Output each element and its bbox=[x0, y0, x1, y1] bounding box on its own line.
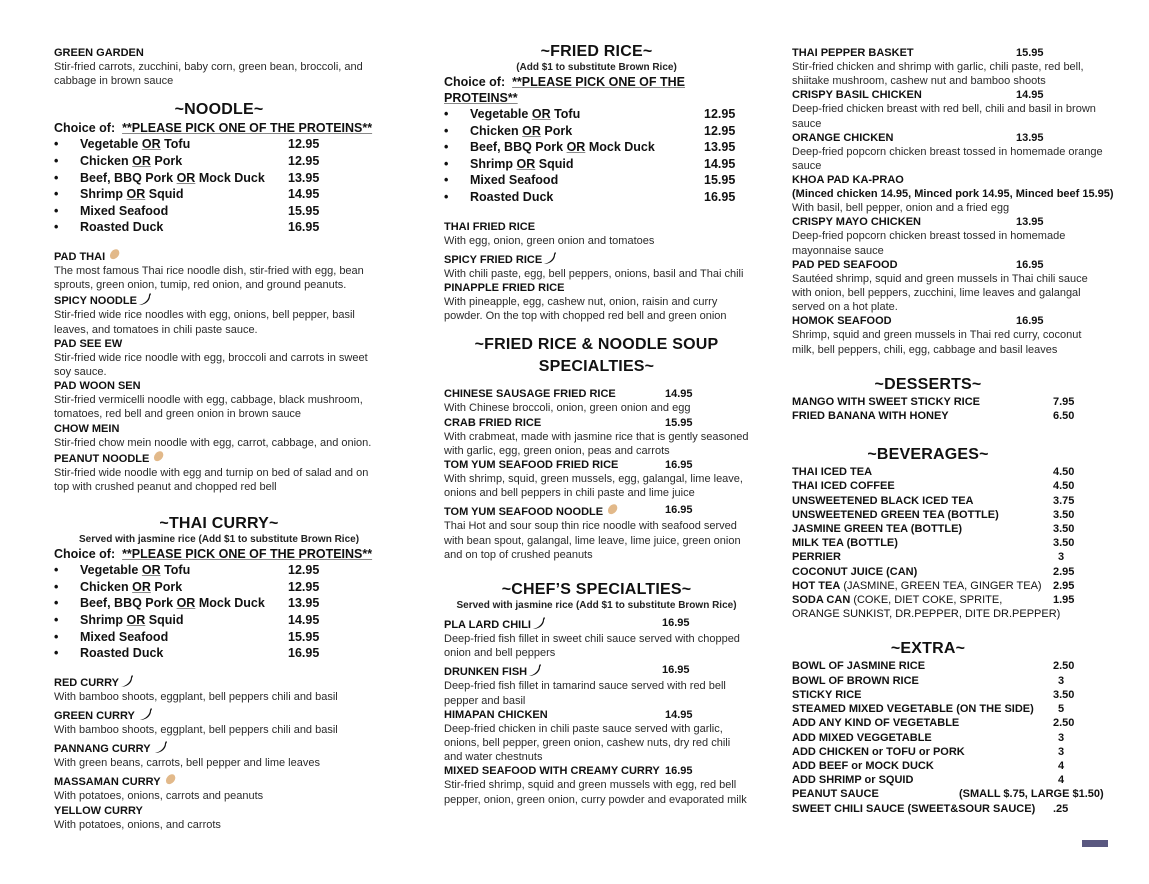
beverage-row: MILK TEA (BOTTLE) 3.50 bbox=[792, 537, 1075, 550]
price: 13.95 bbox=[288, 170, 320, 185]
extra-row: STICKY RICE 3.50 bbox=[792, 688, 1075, 701]
menu-item: PLA LARD CHILI 16.95 Deep-fried fish fillet in sweet chili sauce served with chopped onion and bell peppers bbox=[444, 617, 740, 660]
protein-option: • Roasted Duck 16.95 bbox=[444, 189, 736, 204]
section-subtitle: (Add $1 to substitute Brown Rice) bbox=[516, 62, 677, 73]
menu-item: PEANUT NOODLE Stir-fried wide noodle with egg and turnip on bed of salad and on top with crushed peanut and chopped red bell bbox=[54, 450, 384, 494]
menu-item: PINAPPLE FRIED RICE With pineapple, egg, cashew nut, onion, raisin and curry powder. On the top with chopped red bell and green onion bbox=[444, 281, 727, 323]
peanut-icon bbox=[151, 450, 165, 464]
section-title-soup: ~FRIED RICE & NOODLE SOUP SPECIALTIES~ bbox=[474, 336, 719, 376]
menu-item: HOMOK SEAFOOD 16.95 Shrimp, squid and green mussels in Thai red curry, coconut milk, bell peppers, chili, egg, cabbage and basil leaves bbox=[792, 315, 1082, 356]
price: 16.95 bbox=[665, 504, 693, 517]
price: 14.95 bbox=[665, 708, 693, 721]
protein-list-curry bbox=[54, 562, 384, 662]
protein-list-fried-rice bbox=[444, 106, 749, 206]
menu-item: CHOW MEIN Stir-fried chow mein noodle with egg, carrot, cabbage, and onion. bbox=[54, 422, 372, 449]
price: 15.95 bbox=[665, 416, 693, 429]
menu-item: TOM YUM SEAFOOD NOODLE 16.95 Thai Hot and sour soup thin rice noodle with seafood served with bean spout, galangal, lime leave, lime juice, green onion and on top of crushed peanuts bbox=[444, 504, 741, 561]
peanut-icon bbox=[605, 503, 619, 517]
menu-column-1 bbox=[54, 46, 384, 832]
protein-option: • Vegetable OR Tofu 12.95 bbox=[444, 107, 736, 121]
menu-item: CRISPY MAYO CHICKEN 13.95 Deep-fried popcorn chicken breast tossed in homemade mayonnaise sauce bbox=[792, 216, 1066, 257]
menu-item: SPICY FRIED RICE With chili paste, egg, bell peppers, onions, basil and Thai chili bbox=[444, 251, 749, 281]
price: 12.95 bbox=[288, 137, 320, 152]
menu-item: GREEN CURRY With bamboo shoots, eggplant, bell peppers chili and basil bbox=[54, 707, 384, 737]
price: 16.95 bbox=[288, 220, 320, 235]
menu-item: CRISPY BASIL CHICKEN 14.95 Deep-fried chicken breast with red bell, chili and basil in brown sauce bbox=[792, 89, 1096, 130]
peanut-icon bbox=[163, 773, 177, 787]
menu-item: MIXED SEAFOOD WITH CREAMY CURRY 16.95 Stir-fried shrimp, squid and green mussels with egg, red bell pepper, onion, green onion, curry powder and evaporated milk bbox=[444, 765, 747, 806]
beverage-row: THAI ICED TEA 4.50 bbox=[792, 466, 1075, 479]
choice-line: Choice of: **PLEASE PICK ONE OF THE PROTEINS** bbox=[54, 547, 373, 562]
beverage-row: UNSWEETENED GREEN TEA (BOTTLE) 3.50 bbox=[792, 508, 1075, 521]
protein-option: • Beef, BBQ Pork OR Mock Duck 13.95 bbox=[444, 140, 736, 155]
protein-option: • Roasted Duck 16.95 bbox=[54, 220, 320, 235]
beverage-row: JASMINE GREEN TEA (BOTTLE) 3.50 bbox=[792, 523, 1075, 536]
peanut-icon bbox=[107, 248, 121, 262]
menu-item: SPICY NOODLE Stir-fried wide rice noodles with egg, onions, bell pepper, basil leaves, and tomatoes in chili paste sauce. bbox=[54, 292, 384, 336]
menu-item: ORANGE CHICKEN 13.95 Deep-fried popcorn chicken breast tossed in homemade orange sauce bbox=[792, 131, 1103, 173]
menu-item: TOM YUM SEAFOOD FRIED RICE 16.95 With shrimp, squid, green mussels, egg, galangal, lime leave, onions and bell peppers in chili paste and lime juice bbox=[444, 458, 743, 500]
menu-item: THAI FRIED RICE With egg, onion, green onion and tomatoes bbox=[444, 220, 655, 247]
section-title-desserts: ~DESSERTS~ bbox=[874, 375, 982, 393]
section-title-noodle: ~NOODLE~ bbox=[174, 101, 264, 119]
chili-icon bbox=[138, 292, 152, 306]
choice-line bbox=[54, 120, 384, 136]
menu-column-3 bbox=[792, 46, 1114, 816]
menu-item: KHOA PAD KA-PRAO (Minced chicken 14.95, Minced pork 14.95, Minced beef 15.95) With basil, bell pepper, onion and a fried egg bbox=[792, 174, 1114, 215]
price: 15.95 bbox=[288, 203, 320, 218]
chili-icon bbox=[154, 740, 168, 754]
chili-icon bbox=[120, 674, 134, 688]
chili-icon bbox=[139, 707, 153, 721]
price: 16.95 bbox=[665, 765, 693, 778]
price: 16.95 bbox=[665, 458, 693, 471]
item-name: GREEN GARDEN bbox=[54, 47, 144, 59]
beverage-row: UNSWEETENED BLACK ICED TEA 3.75 bbox=[792, 494, 1075, 507]
dessert-row: MANGO WITH SWEET STICKY RICE 7.95 bbox=[792, 395, 1075, 408]
protein-option: • Mixed Seafood 15.95 bbox=[444, 173, 736, 188]
section-title-extra: ~EXTRA~ bbox=[890, 640, 966, 658]
chili-icon bbox=[543, 251, 557, 265]
protein-option: • Beef, BBQ Pork OR Mock Duck 13.95 bbox=[54, 170, 320, 185]
dessert-row: FRIED BANANA WITH HONEY 6.50 bbox=[792, 410, 1075, 423]
menu-item: PAD SEE EW Stir-fried wide rice noodle with egg, broccoli and carrots in sweet soy sauce. bbox=[54, 337, 368, 378]
beverage-row: PERRIER 3 bbox=[792, 551, 1065, 564]
price: 16.95 bbox=[662, 617, 690, 629]
chili-icon bbox=[528, 663, 542, 677]
protein-option: • Shrimp OR Squid 14.95 bbox=[54, 187, 320, 202]
protein-option: • Chicken OR Pork 12.95 bbox=[54, 579, 320, 594]
section-title-beverages: ~BEVERAGES~ bbox=[867, 446, 989, 464]
menu-item: YELLOW CURRY With potatoes, onions, and carrots bbox=[54, 804, 221, 831]
extra-row: ADD MIXED VEGGETABLE 3 bbox=[792, 731, 1065, 744]
extra-row: ADD BEEF or MOCK DUCK 4 bbox=[792, 759, 1065, 772]
protein-option: • Chicken OR Pork 12.95 bbox=[444, 123, 736, 138]
choice-line: Choice of: **PLEASE PICK ONE OF THE PROTEINS** bbox=[444, 75, 686, 105]
menu-item: DRUNKEN FISH 16.95 Deep-fried fish fillet in tamarind sauce served with red bell pepper and basil bbox=[444, 664, 726, 707]
protein-option: • Chicken OR Pork 12.95 bbox=[54, 154, 320, 168]
page-marker bbox=[1082, 840, 1108, 847]
section-title-curry: ~THAI CURRY~ bbox=[159, 515, 279, 533]
menu-item: CRAB FRIED RICE 15.95 With crabmeat, made with jasmine rice that is gently seasoned with garlic, egg, green onion, peas and carrots bbox=[444, 416, 749, 457]
protein-option: • Beef, BBQ Pork OR Mock Duck 13.95 bbox=[54, 596, 320, 611]
menu-item: CHINESE SAUSAGE FRIED RICE 14.95 With Chinese broccoli, onion, green onion and egg bbox=[444, 388, 693, 415]
menu-item: RED CURRY With bamboo shoots, eggplant, bell peppers chili and basil bbox=[54, 674, 384, 704]
protein-option: • Shrimp OR Squid 14.95 bbox=[444, 156, 736, 171]
beverage-row: SODA CAN (COKE, DIET COKE, SPRITE, 1.95 bbox=[792, 594, 1075, 607]
beverage-row: HOT TEA (JASMINE, GREEN TEA, GINGER TEA) 2.95 bbox=[792, 579, 1075, 592]
extra-row: ADD SHRIMP or SQUID 4 bbox=[792, 774, 1065, 787]
menu-item: HIMAPAN CHICKEN 14.95 Deep-fried chicken in chili paste sauce served with garlic, onions, bell pepper, green onion, cashew nuts, dry red chili and water chestnuts bbox=[444, 708, 731, 764]
item-desc: Stir-fried carrots, zucchini, baby corn, green bean, broccoli, and cabbage in brown sauce bbox=[54, 61, 363, 88]
chili-icon bbox=[532, 616, 546, 630]
menu-item: PANNANG CURRY With green beans, carrots, bell pepper and lime leaves bbox=[54, 740, 384, 770]
menu-item: MASSAMAN CURRY With potatoes, onions, carrots and peanuts bbox=[54, 773, 384, 803]
beverage-row: COCONUT JUICE (CAN) 2.95 bbox=[792, 565, 1075, 578]
extra-row: BOWL OF JASMINE RICE 2.50 bbox=[792, 660, 1075, 673]
extra-row: PEANUT SAUCE (SMALL $.75, LARGE $1.50) bbox=[792, 788, 1104, 801]
extra-row: SWEET CHILI SAUCE (SWEET&SOUR SAUCE) .25 bbox=[792, 802, 1069, 815]
protein-option: • Vegetable OR Tofu 12.95 bbox=[54, 563, 320, 578]
extra-row: ADD ANY KIND OF VEGETABLE 2.50 bbox=[792, 717, 1075, 730]
extra-row: STEAMED MIXED VEGETABLE (ON THE SIDE) 5 bbox=[792, 703, 1065, 716]
beverage-row: THAI ICED COFFEE 4.50 bbox=[792, 480, 1075, 493]
protein-option: • Shrimp OR Squid 14.95 bbox=[54, 612, 320, 627]
extra-row: BOWL OF BROWN RICE 3 bbox=[792, 674, 1065, 687]
menu-item: PAD PED SEAFOOD 16.95 Sautéed shrimp, squid and green mussels in Thai chili sauce with onion, bell peppers, zucchini, lime leaves and galangal served on a hot plate. bbox=[792, 258, 1088, 314]
price: 14.95 bbox=[665, 388, 693, 401]
menu-item: PAD THAI The most famous Thai rice noodle dish, stir-fried with egg, bean sprouts, green onion, tumip, red onion, and ground peanuts. bbox=[54, 248, 384, 292]
protein-option: • Mixed Seafood 15.95 bbox=[54, 203, 320, 218]
protein-option: • Roasted Duck 16.95 bbox=[54, 646, 320, 661]
choice-note: **PLEASE PICK ONE OF THE PROTEINS** bbox=[122, 121, 373, 136]
menu-item: PAD WOON SEN Stir-fried vermicelli noodle with egg, cabbage, black mushroom, tomatoes, red bell and green onion in brown sauce bbox=[54, 380, 363, 421]
protein-list-noodle bbox=[54, 136, 384, 236]
section-subtitle: Served with jasmine rice (Add $1 to substitute Brown Rice) bbox=[456, 600, 737, 611]
section-title-chef: ~CHEF’S SPECIALTIES~ bbox=[501, 581, 692, 598]
menu-item-green-garden bbox=[54, 46, 384, 88]
protein-option: • Vegetable OR Tofu 12.95 bbox=[54, 137, 320, 152]
section-subtitle: Served with jasmine rice (Add $1 to substitute Brown Rice) bbox=[78, 534, 360, 546]
item-note: (Minced chicken 14.95, Minced pork 14.95, Minced beef 15.95) bbox=[792, 188, 1114, 201]
price: 16.95 bbox=[662, 664, 690, 677]
section-title-fried-rice: ~FRIED RICE~ bbox=[540, 43, 653, 60]
price: 14.95 bbox=[288, 187, 320, 202]
choice-label: Choice of: bbox=[54, 121, 116, 136]
menu-item: THAI PEPPER BASKET 15.95 Stir-fried chicken and shrimp with garlic, chili paste, red bell, shiitake mushroom, cashew nut and bamboo shoots bbox=[792, 47, 1084, 88]
menu-column-2 bbox=[444, 42, 749, 807]
beverage-row-cont: ORANGE SUNKIST, DR.PEPPER, DITE DR.PEPPER) bbox=[792, 608, 1061, 621]
price: 12.95 bbox=[288, 154, 320, 168]
protein-option: • Mixed Seafood 15.95 bbox=[54, 629, 320, 644]
extra-row: ADD CHICKEN or TOFU or PORK 3 bbox=[792, 745, 1065, 758]
